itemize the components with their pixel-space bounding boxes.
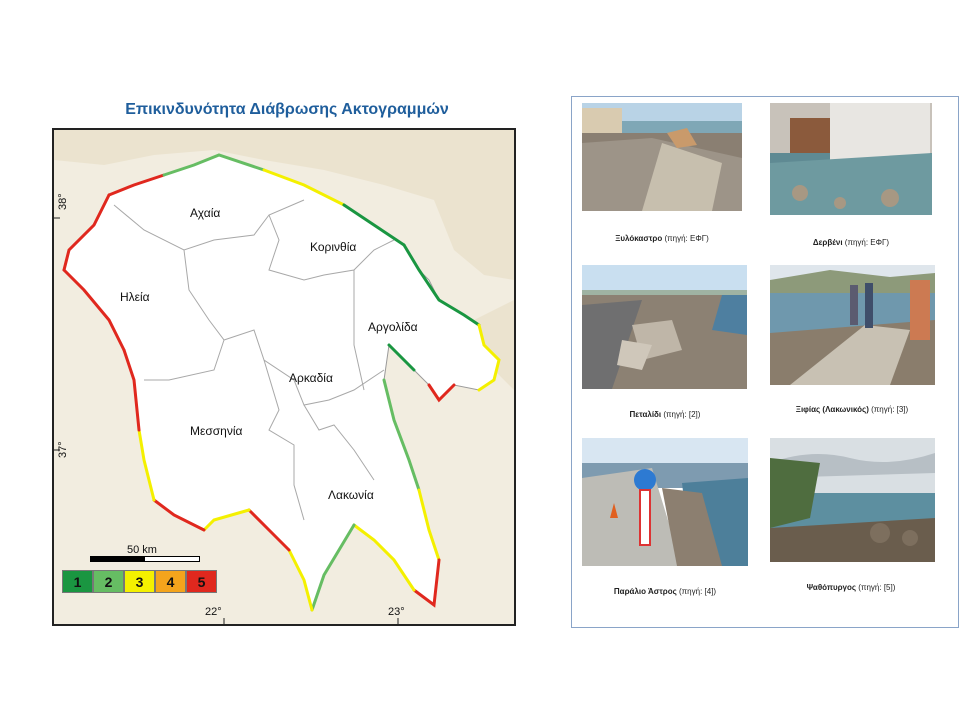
photo-petalidi	[582, 265, 747, 389]
lon-tick-23: 23°	[388, 606, 405, 618]
lat-tick-37: 37°	[57, 441, 69, 458]
caption-derveni: Δερβένι (πηγή: ΕΦΓ)	[812, 238, 890, 247]
region-label-arkadia: Αρκαδία	[289, 371, 333, 385]
caption-xylokastro: Ξυλόκαστρο (πηγή: ΕΦΓ)	[615, 234, 709, 243]
region-label-ileia: Ηλεία	[120, 290, 150, 304]
peloponnese-map	[54, 130, 514, 624]
region-label-messinia: Μεσσηνία	[190, 424, 243, 438]
hazard-legend	[62, 570, 217, 593]
photo-psathopyrgos	[770, 438, 935, 562]
photo-xylokastro	[582, 103, 742, 211]
map-frame	[52, 128, 516, 626]
legend-cell-4: 4	[155, 570, 186, 593]
map-title: Επικινδυνότητα Διάβρωσης Ακτογραμμών	[125, 101, 449, 118]
region-label-achaia: Αχαία	[190, 206, 221, 220]
scale-bar	[90, 556, 200, 562]
caption-psathopyrgos: Ψαθόπυργος (πηγή: [5])	[806, 583, 896, 592]
lon-tick-22: 22°	[205, 606, 222, 618]
photo-xifias	[770, 265, 935, 385]
legend-cell-5: 5	[186, 570, 217, 593]
caption-petalidi: Πεταλίδι (πηγή: [2])	[629, 410, 701, 419]
region-label-lakonia: Λακωνία	[328, 488, 374, 502]
photo-paralio-astros	[582, 438, 748, 566]
legend-cell-2: 2	[93, 570, 124, 593]
lat-tick-38: 38°	[57, 193, 69, 210]
region-label-argolida: Αργολίδα	[368, 320, 418, 334]
region-label-korinthia: Κορινθία	[310, 240, 357, 254]
photo-derveni	[770, 103, 932, 215]
caption-xifias: Ξιφίας (Λακωνικός) (πηγή: [3])	[795, 405, 909, 414]
legend-cell-1: 1	[62, 570, 93, 593]
legend-cell-3: 3	[124, 570, 155, 593]
scale-label: 50 km	[127, 544, 157, 556]
caption-paralio-astros: Παράλιο Άστρος (πηγή: [4])	[613, 587, 717, 596]
